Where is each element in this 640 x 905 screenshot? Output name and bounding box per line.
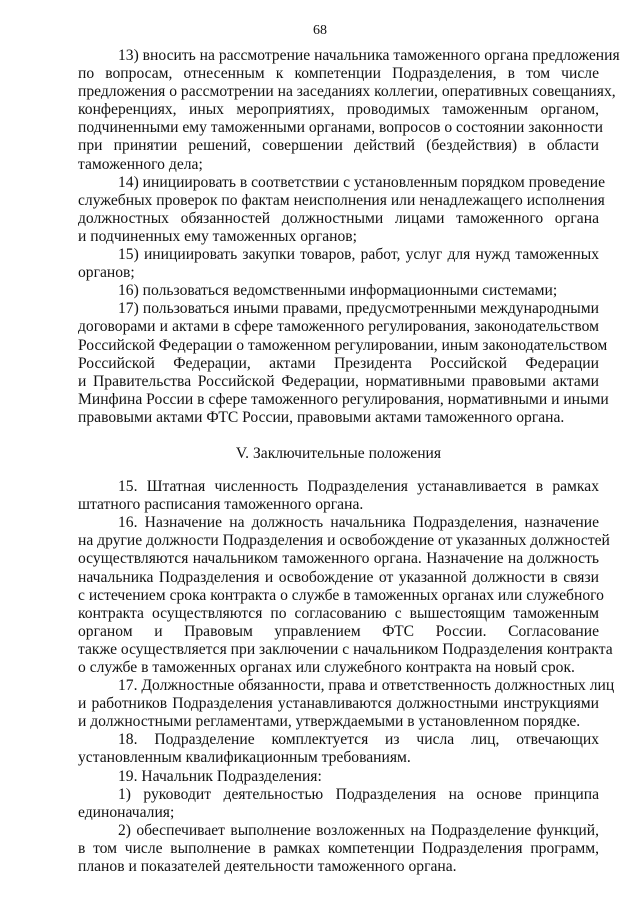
paragraph	[78, 300, 609, 427]
text-line: планов и показателей деятельности таможенного органа.	[78, 858, 457, 876]
paragraph	[78, 822, 599, 876]
paragraph	[78, 731, 599, 767]
text-line: и подчиненных ему таможенных органов;	[78, 227, 357, 245]
text-line: осуществляются начальником таможенного органа. Назначение на должность	[78, 550, 599, 568]
section-heading: V. Заключительные положения	[235, 444, 442, 462]
text-line: 2) обеспечивает выполнение возложенных на Подразделение функций,	[118, 821, 599, 839]
paragraph	[78, 514, 613, 677]
text-line: правовыми актами ФТС России, правовыми актами таможенного органа.	[78, 408, 565, 426]
text-line: конференциях, иных мероприятиях, проводимых таможенным органом,	[78, 101, 599, 119]
text-line: при принятии решений, совершении действий (бездействия) в области	[78, 137, 599, 155]
text-line: 17. Должностные обязанности, права и ответственность должностных лиц	[118, 677, 615, 695]
text-line: в том числе выполнение в рамках компетенции Подразделения программ,	[78, 839, 599, 857]
paragraph	[78, 173, 606, 246]
paragraph	[78, 246, 599, 282]
paragraph	[78, 677, 615, 731]
text-line: подчиненными ему таможенными органами, вопросов о состоянии законности	[78, 119, 603, 137]
text-line: 15. Штатная численность Подразделения устанавливается в рамках	[118, 478, 599, 496]
text-line: Российской Федерации о таможенном регулировании, иным законодательством	[78, 336, 608, 354]
text-line: 13) вносить на рассмотрение начальника таможенного органа предложения	[118, 47, 620, 64]
text-line: с истечением срока контракта о службе в таможенных органах или служебного	[78, 586, 604, 604]
text-line: договорами и актами в сфере таможенного регулирования, законодательством	[78, 318, 599, 336]
text-line: 16) пользоваться ведомственными информационными системами;	[118, 282, 558, 300]
text-line: 14) инициировать в соответствии с установленным порядком проведение	[118, 173, 606, 191]
text-line: органов;	[78, 264, 135, 282]
text-line: о службе в таможенных органах или служебного контракта на новый срок.	[78, 659, 575, 676]
text-line: штатного расписания таможенного органа.	[78, 496, 364, 514]
text-line: 18. Подразделение комплектуется из числа лиц, отвечающих	[118, 731, 599, 749]
text-line: единоначалия;	[78, 803, 175, 821]
text-line: таможенного дела;	[78, 155, 203, 173]
text-line: и должностными регламентами, утверждаемыми в установленном порядке.	[78, 713, 581, 731]
text-line: 17) пользоваться иными правами, предусмотренными международными	[118, 300, 599, 318]
text-line: 16. Назначение на должность начальника Подразделения, назначение	[118, 514, 599, 532]
text-line: 1) руководит деятельностью Подразделения на основе принципа	[118, 785, 599, 803]
text-line: по вопросам, отнесенным к компетенции Подразделения, в том числе	[78, 65, 599, 83]
text-line: органом и Правовым управлением ФТС России. Согласование	[78, 622, 599, 640]
text-line: Российской Федерации, актами Президента Российской Федерации	[78, 354, 599, 372]
final-provisions	[78, 478, 615, 876]
text-line: также осуществляется при заключении с начальником Подразделения контракта	[78, 640, 613, 658]
text-line: Минфина России в сфере таможенного регулирования, нормативными и иными	[78, 390, 609, 408]
text-line: и работников Подразделения устанавливаются должностными инструкциями	[78, 695, 599, 713]
paragraph	[78, 47, 620, 174]
text-line: должностных обязанностей должностными лицами таможенного органа	[78, 209, 599, 227]
rights-list	[78, 47, 620, 427]
paragraph	[78, 478, 599, 514]
text-line: контракта осуществляются по согласованию с вышестоящим таможенным	[78, 604, 599, 622]
paragraph	[78, 786, 599, 822]
text-line: 19. Начальник Подразделения:	[118, 767, 322, 785]
paragraph	[78, 282, 599, 300]
text-line: начальника Подразделения и освобождение от указанной должности в связи	[78, 568, 599, 586]
text-line: предложения о рассмотрении на заседаниях коллегии, оперативных совещаниях,	[78, 83, 616, 101]
paragraph	[78, 768, 599, 786]
text-line: 15) инициировать закупки товаров, работ, услуг для нужд таможенных	[118, 246, 599, 264]
text-line: служебных проверок по фактам неисполнения или ненадлежащего исполнения	[78, 191, 605, 209]
document-body	[78, 47, 620, 876]
text-line: и Правительства Российской Федерации, нормативными правовыми актами	[78, 372, 599, 390]
page-number: 68	[313, 23, 327, 38]
text-line: установленным квалификационным требованиям.	[78, 749, 411, 767]
text-line: на другие должности Подразделения и освобождение от указанных должностей	[78, 532, 610, 550]
